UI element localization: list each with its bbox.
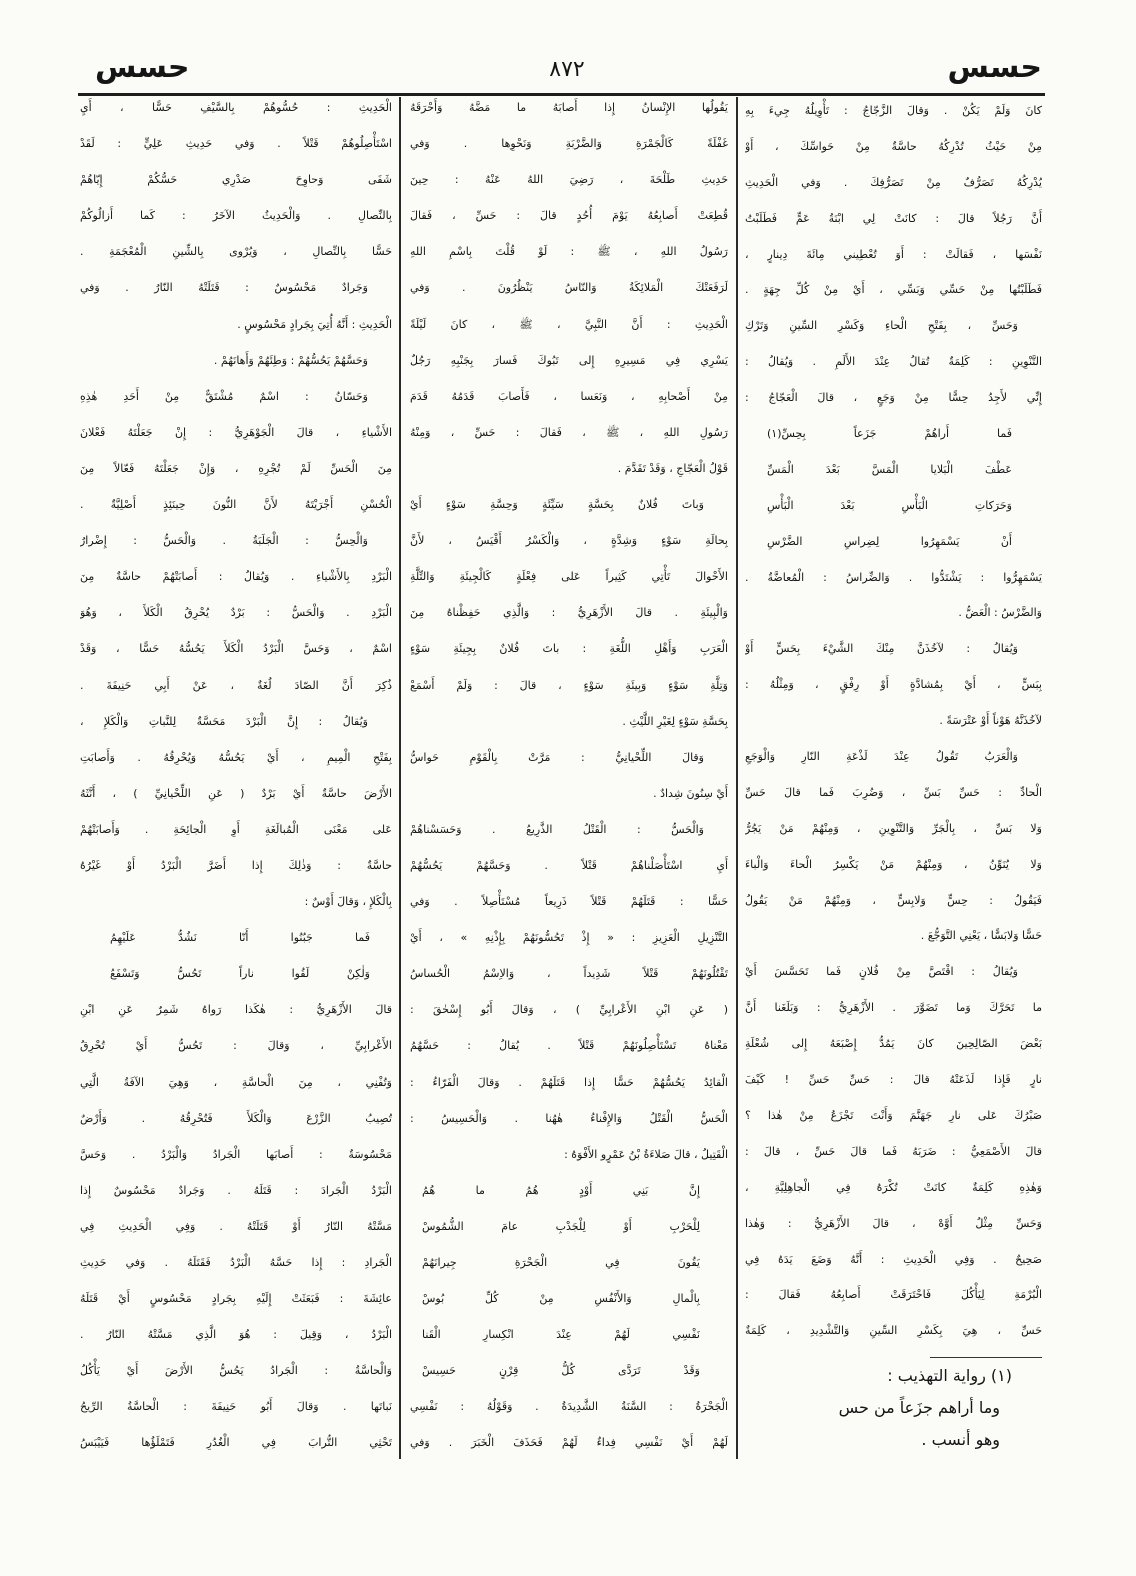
text-line: أَنَّ رَجُلاً قالَ : كانَتْ لِي ابْنَةُ عَمٍّ فَطَلَبْتُ	[745, 211, 1042, 225]
text-line: وَحَسَّهُمْ يَحُسُّهُمْ : وَطِئَهُمْ وَأَهانَهُمْ .	[213, 353, 368, 367]
text-line: صَحِيحٌ . وَفِي الْحَدِيثِ : أَنَّهُ وَضَعَ يَدَهُ فِي	[745, 1252, 1042, 1266]
text-line: عائِشَةَ : فَبَعَثَتْ إِلَيْهِ بِجَرادٍ مَحْسُوسٍ أَيْ قَتَلَهُ	[80, 1292, 392, 1306]
text-line: الْحَسُّ الْقَتْلُ وَالإِفْناءُ هٰهُنا . وَالْحَسِيسُ :	[410, 1111, 728, 1125]
text-line: وَلا بَسِّ ، بِالْجَرِّ وَالتَّنْوِينِ ، وَمِنْهُمْ مَنْ يَجُرُّ	[745, 821, 1042, 835]
text-line: قالَ الأَصْمَعِيُّ : ضَرَبَهُ فَما قالَ حَسِّ ، قالَ :	[745, 1144, 1042, 1158]
text-line: وَحَسّانُ : اسْمٌ مُشْتَقٌّ مِنْ أَحَدِ هٰذِهِ	[80, 389, 368, 403]
text-line: الأَشْياءِ ، قالَ الْجَوْهَرِيُّ : إِنْ جَعَلْتَهُ فَعْلانَ	[80, 425, 392, 439]
text-line: وَالْحاسَّةُ : الْجَرادُ يَحُسُّ الأَرْضَ أَيْ يَأْكُلُ	[80, 1364, 392, 1378]
text-line: وَيُقالُ : إِنَّ الْبَرْدَ مَحَسَّةٌ لِلنَّباتِ وَالْكَلإِ ،	[80, 714, 368, 728]
text-line: اسْمٌ ، وَحَسَّ الْبَرْدُ الْكَلأَ يَحُسُّهُ حَسًّا ، وَقَدْ	[80, 642, 392, 656]
text-line: نَفْسِي لَهُمْ عِنْدَ انْكِسارِ الْقَنا	[422, 1328, 700, 1342]
text-line: الْبُرْمَةِ لِيَأْكُلَ فَاحْتَرَقَتْ أَصابِعُهُ فَقالَ :	[745, 1288, 1042, 1302]
footnote-line: (١) رواية التهذيب :	[887, 1366, 1012, 1385]
text-line: التَّنْوِينِ : كَلِمَةٌ تُقالُ عِنْدَ الأَلَمِ . وَيُقالُ :	[745, 355, 1042, 369]
text-line: الْقَتِيلُ ، قالَ صَلاءَةُ بْنُ عَمْرٍو الأَفْوَهُ :	[564, 1147, 728, 1161]
text-line: بِالنِّصالِ . وَالْحَدِيثُ الآخَرُ : كَما أَزالُوكُمْ	[80, 209, 392, 223]
footnote-rule	[930, 1357, 1042, 1358]
text-line: مِنْ حَيْثُ تُدْرِكُهُ حاسَّةٌ مِنْ حَواسِّكَ ، أَوْ	[745, 139, 1042, 153]
text-line: الأَحْوالَ تَأْتِي كَثِيراً عَلى فِعْلَةٍ كَالْجِيئَةِ وَالتِّلَّةِ	[410, 570, 728, 584]
text-line: فَما أَراهُمْ جَزَعاً بِحِسِّ(١)	[767, 427, 1012, 441]
text-line: الْبَرْدُ ، وَقِيلَ : هُوَ الَّذِي مَسَّتْهُ النّارُ .	[80, 1328, 392, 1342]
text-line: تَقْتُلُونَهُمْ قَتْلاً شَدِيداً ، وَالاِسْمُ الْحُساسُ	[410, 967, 728, 981]
text-line: اسْتَأْصِلُوهُمْ قَتْلاً . وَفي حَدِيثِ عَلِيٍّ : لَقَدْ	[80, 137, 392, 151]
text-line: مَعْناهُ تَسْتَأْصِلُونَهُمْ قَتْلاً . يُقالُ : حَسَّهُمُ	[410, 1039, 728, 1053]
text-line: بِحالَةِ سَوْءٍ وَشِدَّةٍ ، وَالْكَسْرُ أَقْيَسُ ، لأَنَّ	[410, 534, 728, 548]
text-line: وَحَسِّ ، بِفَتْحِ الْحاءِ وَكَسْرِ السِّينِ وَتَرْكِ	[745, 319, 1018, 333]
text-line: شَفَى وَحاوِحَ صَدْرِي حَسُّكُمْ إِيّاهُمْ	[80, 173, 392, 187]
text-line: وَهٰذِهِ كَلِمَةٌ كانَتْ تُكْرَهُ فِي الْجاهِلِيَّةِ ،	[745, 1180, 1042, 1194]
text-line: وَالْحَسُّ : الْقَتْلُ الذَّرِيعُ . وَحَسَسْناهُمْ	[410, 822, 704, 836]
text-line: بِحَسَّةِ سَوْءٍ لِغَيْرِ اللَّيْثِ .	[622, 714, 728, 728]
text-line: وَحَسِّ مِثْلُ أَوَّهْ ، قالَ الأَزْهَرِيُّ : وَهٰذا	[745, 1216, 1042, 1230]
text-line: قُطِعَتْ أَصابِعُهُ يَوْمَ أُحُدٍ قالَ : حَسِّ ، فَقالَ	[410, 209, 728, 223]
text-line: لَرَفَعَتْكَ الْمَلائِكَةُ وَالنّاسُ يَنْظُرُونَ . وَفي	[410, 281, 728, 295]
text-line: مِنْ أَصْحابِهِ ، وَنَعَسا ، فَأَصابَ قَدَمُهُ قَدَمَ	[410, 389, 728, 403]
page-number: ٨٧٢	[549, 57, 585, 82]
text-line: حَسًّا بِالنِّصالِ ، وَيُرْوى بِالشِّينِ الْمُعْجَمَةِ .	[80, 245, 392, 259]
text-line: حَسِّ ، هِيَ بِكَسْرِ السِّينِ وَالتَّشْدِيدِ ، كَلِمَةٌ	[745, 1324, 1042, 1338]
text-line: مَسَّتْهُ النّارُ أَوْ قَتَلَتْهُ . وَفِي الْحَدِيثِ فِي	[80, 1219, 392, 1233]
text-line: حَسًّا : قَتَلَهُمْ قَتْلاً ذَرِيعاً مُسْتَأْصِلاً . وَفي	[410, 895, 728, 909]
text-line: وَحَرَكاتِ الْبَأْسِ بَعْدَ الْبَأْسِ	[767, 498, 1012, 512]
text-line: رَسُولِ اللهِ ، ﷺ ، فَقالَ : حَسِّ ، وَمِنْهُ	[410, 425, 728, 439]
text-line: نَفْسَها ، فَقالَتْ : أَوَ تُعْطِيني مِائَةَ دِينارٍ ،	[745, 247, 1042, 261]
text-line: أَيِ اسْتَأْصَلْناهُمْ قَتْلاً . وَحَسَّهُمْ يَحُسُّهُمْ	[410, 858, 728, 872]
text-line: وَالْعَرَبُ تَقُولُ عِنْدَ لَذْعَةِ النّارِ وَالْوَجَعِ	[745, 750, 1018, 764]
text-line: ما تَحَرَّكَ وَما تَضَوَّرَ . الأَزْهَرِيُّ : وَبَلَغَنا أَنَّ	[745, 1001, 1042, 1015]
text-line: فَطَلَبْتُها مِنْ حَسِّي وَبَسِّي ، أَيْ مِنْ كُلِّ جِهَةٍ .	[745, 283, 1042, 297]
text-line: يُدْرِكُهُ تَصَرُّفٌ مِنْ تَصَرُّفِكَ . وَفي الْحَدِيثِ	[745, 175, 1042, 189]
text-line: قَوْلُ الْعَجّاجِ ، وَقَدْ تَقَدَّمَ .	[617, 461, 728, 475]
text-line: يَقُونَ فِي الْجَحْرَةِ جِيرانَهُمْ	[422, 1256, 700, 1269]
text-line: وَلا يُنَوِّنُ ، وَمِنْهُمْ مَنْ يَكْسِرُ الْحاءَ وَالْباءَ	[745, 857, 1042, 871]
text-line: الْجَرادِ : إِذا حَسَّهُ الْبَرْدُ فَقَتَلَهُ . وَفي حَدِيثِ	[80, 1256, 392, 1269]
text-line: وَالضَّرْسُ : الْعَضُّ .	[958, 606, 1042, 620]
running-head-right: حسس	[947, 50, 1042, 85]
text-line: الْحادِّ : حَسِّ بَسِّ ، وَضُرِبَ فَما قالَ حَسِّ	[745, 785, 1042, 799]
text-line: وَجَرادٌ مَحْسُوسٌ : قَتَلَتْهُ النّارُ . وَفي	[80, 281, 368, 295]
text-line: فَما جَبُنُوا أَنّا نَشُدُّ عَلَيْهِمُ	[110, 931, 370, 945]
text-line: وَيُقالُ : لآخُذَنَّ مِنْكَ الشَّيْءَ بِحَسٍّ أَوْ	[745, 642, 1018, 656]
running-head-left: حسس	[95, 50, 190, 85]
text-line: حَدِيثِ طَلْحَةَ ، رَضِيَ اللهُ عَنْهُ : حِينَ	[410, 173, 728, 187]
text-line: نارٍ فَإِذا لَذَعَتْهُ قالَ : حَسِّ حَسِّ ! كَيْفَ	[745, 1073, 1042, 1087]
text-line: حاسَّةٌ : وَذٰلِكَ إِذا أَضَرَّ الْبَرْدُ أَوْ غَيْرُهُ	[80, 858, 392, 872]
text-line: رَسُولُ اللهِ ، ﷺ : لَوْ قُلْتَ بِاسْمِ اللهِ	[410, 245, 728, 259]
text-line: نَباتَها . وَقالَ أَبُو حَنِيفَةَ : الْحاسَّةُ الرِّيحُ	[80, 1400, 392, 1414]
text-line: وَتِلَّةِ سَوْءٍ وَبِيئَةِ سَوْءٍ ، قالَ : وَلَمْ أَسْمَعْ	[410, 678, 728, 692]
text-line: فَيَقُولُ : حِسٍّ وَلابِسٍّ ، وَمِنْهُمْ مَنْ يَقُولُ	[745, 893, 1042, 907]
text-line: الأَعْرابِيِّ ، وَقالَ : تَحُسُّ أَيْ تُحْرِقُ	[80, 1039, 392, 1053]
text-line: الْقائِدُ يَحُسُّهُمْ حَسًّا إِذا قَتَلَهُمْ . وَقالَ الْفَرّاءُ :	[410, 1075, 728, 1089]
text-line: يَقُولُها الإِنْسانُ إِذا أَصابَهُ ما مَضَّهُ وَأَحْرَقَهُ	[410, 101, 728, 114]
footnote-line: وما أراهم جزَعاً من حس	[838, 1398, 1000, 1417]
text-line: التَّنْزِيلِ الْعَزِيزِ : « إِذْ تَحُسُّونَهُمْ بِإِذْنِهِ » ، أَيْ	[410, 931, 728, 945]
text-line: وَيُقالُ : اقْتَصَّ مِنْ فُلانٍ فَما تَحَسَّسَ أَيْ	[745, 965, 1018, 979]
text-line: وَلٰكِنْ لَقُوا ناراً تَحُسُّ وَتَسْفَعُ	[110, 967, 370, 981]
text-line: عَلى مَعْنَى الْمُبالَغَةِ أَوِ الْجائِحَةِ . وَأَصابَتْهُمْ	[80, 822, 392, 836]
text-line: صَبْرُكَ عَلى نارِ جَهَنَّمَ وَأَنْتَ تَجْزَعُ مِنْ هٰذا ؟	[745, 1108, 1042, 1122]
text-line: تَحْثِي التُّرابَ فِي الْغُدُرِ فَتَمْلَؤُها فَيَيْبَسُ	[80, 1436, 392, 1450]
text-line: الْحَدِيثِ : أَنَّ النَّبِيَّ ، ﷺ ، كانَ لَيْلَةً	[410, 317, 728, 331]
column-left	[80, 90, 392, 1462]
text-line: الْبَرْدِ . وَالْحَسُّ : بَرْدٌ يُحْرِقُ الْكَلأَ ، وَهُوَ	[80, 606, 392, 620]
text-line: وَالْبِيئَةِ . قالَ الأَزْهَرِيُّ : وَالَّذِي حَفِظْناهُ مِنَ	[410, 606, 728, 620]
text-line: بِالْمالِ وَالأَنْفُسِ مِنْ كُلِّ بُوسْ	[422, 1292, 700, 1306]
text-line: الْحَدِيثِ : أَنَّهُ أُتِيَ بِجَرادٍ مَحْسُوسٍ .	[237, 317, 392, 331]
footnote-line: وهو أنسب .	[921, 1430, 1000, 1449]
text-line: كانَ وَلَمْ يَكُنْ . وَقالَ الزَّجّاجُ : تَأْوِيلُهُ جِيءَ بِهِ	[745, 104, 1042, 117]
text-line: يَسْرِي فِي مَسِيرِهِ إِلى تَبُوكَ فَسارَ بِجَنْبِهِ رَجُلٌ	[410, 353, 728, 367]
column-rule	[399, 97, 401, 1459]
text-line: أَنْ يَسْمَهِرُوا لِضِراسِ الضَّرْسِ	[767, 534, 1012, 548]
column-right	[745, 93, 1042, 1349]
text-line: الْبَرْدِ بِالأَشْياءِ . وَيُقالُ : أَصابَتْهُمْ حاسَّةٌ مِنَ	[80, 570, 392, 584]
text-line: مِنَ الْحَسِّ لَمْ تُجْرِهِ ، وَإِنْ جَعَلْتَهُ فَعّالاً مِنَ	[80, 461, 392, 475]
text-line: بِفَتْحِ الْمِيمِ ، أَيْ يَحُسُّهُ وَيُحْرِقُهُ . وَأَصابَتِ	[80, 750, 392, 764]
text-line: تُصِيبُ الزَّرْعَ وَالْكَلأَ فَتُحْرِقُهُ . وَأَرْضٌ	[80, 1111, 392, 1125]
text-line: الْعَرَبِ وَأَهْلِ اللُّغَةِ : باتَ فُلانٌ بِجِيئَةِ سَوْءٍ	[410, 642, 728, 656]
text-line: بِالْكَلإِ ، وَقالَ أَوْسٌ :	[304, 895, 392, 909]
text-line: وَقالَ اللِّحْيانِيُّ : مَرَّتْ بِالْقَوْمِ حَواسُّ	[410, 750, 704, 764]
text-line: قالَ الأَزْهَرِيُّ : هٰكَذا رَواهُ شَمِرٌ عَنِ ابْنِ	[80, 1003, 392, 1017]
text-line: الْحُسْنِ أَجْرَيْتَهُ لأَنَّ النُّونَ حِينَئِذٍ أَصْلِيَّةٌ .	[80, 498, 392, 512]
text-line: الْجَحْرَةُ : السَّنَةُ الشَّدِيدَةُ . وَقَوْلُهُ : نَفْسِي	[410, 1400, 728, 1414]
text-line: يَسْمَهِرُّوا : يَشْتَدُّوا . وَالضِّراسُ : الْمُعاضَّةُ .	[745, 570, 1042, 584]
footnote	[790, 1360, 1012, 1456]
text-line: غَفْلَةً كَالْجَمْرَةِ وَالضَّرْبَةِ وَنَحْوِها . وَفي	[410, 137, 728, 151]
text-line: لآخُذَنَّهُ هَوْناً أَوْ عَتْرَسَةً .	[939, 714, 1042, 728]
column-rule	[736, 97, 738, 1459]
text-line: بَعْضَ الصّالِحِينَ كانَ يَمُدُّ إِصْبَعَهُ إِلى شُعْلَةِ	[745, 1037, 1042, 1051]
text-line: لَهُمْ أَيْ نَفْسِي فِداءٌ لَهُمْ فَحَذَفَ الْخَبَرَ . وَفي	[410, 1436, 728, 1450]
text-line: لِلْحَرْبِ أَوْ لِلْجَدْبِ عامَ الشُّمُوسْ	[422, 1219, 700, 1233]
text-line: مَحْسُوسَةٌ : أَصابَها الْجَرادُ وَالْبَرْدُ . وَحَسَّ	[80, 1147, 392, 1161]
text-line: إِنَّ بَنِي أَوْدٍ هُمُ ما هُمُ	[422, 1183, 700, 1197]
text-line: إِنِّي لأَجِدُ حِسًّا مِنْ وَجَعٍ ، قالَ الْعَجّاجُ :	[745, 391, 1042, 405]
text-line: الْحَدِيثِ : حُسُّوهُمْ بِالسَّيْفِ حَسًّا ، أَيِ	[80, 101, 392, 114]
text-line: بِبَسٍّ ، أَيْ بِمُشادَّةٍ أَوْ رِفْقٍ ، وَمِثْلُهُ :	[745, 678, 1042, 692]
text-line: وَقَدْ تَرَدَّى كُلُّ قِرْنٍ حَسِيسْ	[422, 1364, 700, 1378]
text-line: ( عَنِ ابْنِ الأَعْرابِيِّ ) ، وَقالَ أَبُو إِسْحٰقَ :	[410, 1003, 728, 1017]
text-line: الأَرْضَ حاسَّةٌ أَيْ بَرْدٌ ( عَنِ اللِّحْيانِيِّ ) ، أَنَّثَهُ	[80, 786, 392, 800]
text-line: وَباتَ فُلانٌ بِحَسَّةٍ سَيِّئَةٍ وَحِسَّةِ سَوْءٍ أَيْ	[410, 498, 704, 512]
text-line: عَطْفَ الْبَلايا الْمَسَّ بَعْدَ الْمَسِّ	[767, 462, 1012, 476]
text-line: الْبَرْدُ الْجَرادَ : قَتَلَهُ . وَجَرادٌ مَحْسُوسٌ إِذا	[80, 1183, 392, 1197]
column-middle	[410, 90, 728, 1462]
text-line: وَالْحِسُّ : الْجَلَبَةُ . وَالْحَسُّ : إِضْرارُ	[80, 534, 368, 548]
text-line: ذُكِرَ أَنَّ الصّادَ لُغَةٌ ، عَنْ أَبِي حَنِيفَةَ .	[80, 678, 392, 692]
text-line: أَيْ سِنُونَ شِدادٌ .	[653, 786, 728, 800]
text-line: حَسًّا وَلابَسًّا ، يَعْنِي التَّوَجُّعَ .	[920, 929, 1042, 943]
text-line: وَتُفْنِي ، مِنَ الْحاسَّةِ ، وَهِيَ الآفَةُ الَّتِي	[80, 1075, 392, 1089]
